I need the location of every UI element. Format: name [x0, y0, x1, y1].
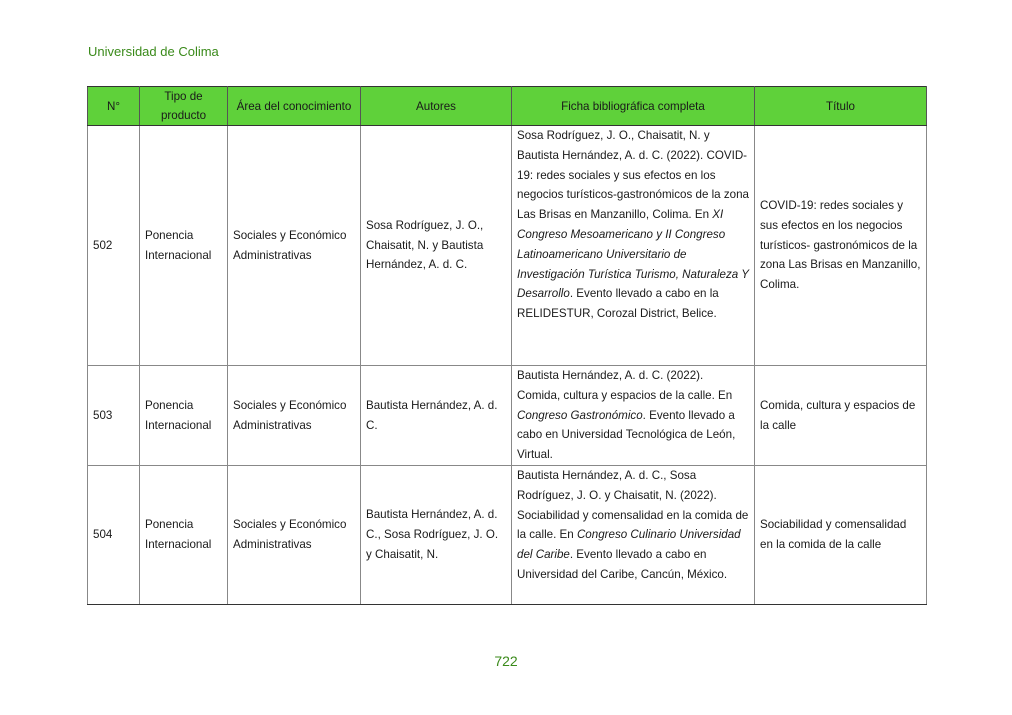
- cell-autores: Bautista Hernández, A. d. C., Sosa Rodríguez, J. O. y Chaisatit, N.: [361, 466, 512, 605]
- cell-area: Sociales y Económico Administrativas: [228, 126, 361, 366]
- cell-numero: 502: [88, 126, 140, 366]
- ficha-event-name: Congreso Culinario Universidad del Caribe: [517, 528, 741, 562]
- cell-titulo: Comida, cultura y espacios de la calle: [755, 366, 927, 466]
- cell-titulo: Sociabilidad y comensalidad en la comida de la calle: [755, 466, 927, 605]
- ficha-event-name: XI Congreso Mesoamericano y II Congreso Latinoamericano Universitario de Investigación Turística Turismo, Naturaleza Y Desarrollo: [517, 208, 749, 301]
- cell-ficha: [512, 126, 755, 366]
- cell-tipo: Ponencia Internacional: [140, 366, 228, 466]
- cell-tipo: Ponencia Internacional: [140, 126, 228, 366]
- ficha-text: Bautista Hernández, A. d. C., Sosa Rodríguez, J. O. y Chaisatit, N. (2022). Sociabilidad y comensalidad en la comida de la calle. En: [517, 469, 749, 542]
- cell-numero: 503: [88, 366, 140, 466]
- cell-autores: Sosa Rodríguez, J. O., Chaisatit, N. y Bautista Hernández, A. d. C.: [361, 126, 512, 366]
- ficha-text: . Evento llevado a cabo en Universidad Tecnológica de León, Virtual.: [517, 408, 736, 462]
- cell-area: Sociales y Económico Administrativas: [228, 466, 361, 605]
- cell-autores: Bautista Hernández, A. d. C.: [361, 366, 512, 466]
- page-number: 722: [494, 653, 518, 669]
- cell-ficha: [512, 466, 755, 605]
- cell-area: Sociales y Económico Administrativas: [228, 366, 361, 466]
- col-header-area: Área del conocimiento: [228, 87, 361, 126]
- col-header-titulo: Título: [755, 87, 927, 126]
- col-header-ficha: Ficha bibliográfica completa: [512, 87, 755, 126]
- products-table: [87, 86, 927, 605]
- cell-titulo: COVID-19: redes sociales y sus efectos en los negocios turísticos- gastronómicos de la zona Las Brisas en Manzanillo, Colima.: [755, 126, 927, 366]
- ficha-text: . Evento llevado a cabo en Universidad del Caribe, Cancún, México.: [517, 548, 728, 581]
- table-row: [88, 126, 927, 366]
- cell-tipo: Ponencia Internacional: [140, 466, 228, 605]
- table-row: [88, 366, 927, 466]
- col-header-numero: N°: [88, 87, 140, 126]
- table-header-row: [88, 87, 927, 126]
- ficha-event-name: Congreso Gastronómico: [517, 408, 643, 422]
- cell-numero: 504: [88, 466, 140, 605]
- institution-header: Universidad de Colima: [88, 44, 219, 59]
- col-header-autores: Autores: [361, 87, 512, 126]
- table-row: [88, 466, 927, 605]
- ficha-text: . Evento llevado a cabo en la RELIDESTUR, Corozal District, Belice.: [517, 287, 719, 321]
- col-header-tipo: Tipo de producto: [140, 87, 228, 126]
- cell-ficha: [512, 366, 755, 466]
- ficha-text: Sosa Rodríguez, J. O., Chaisatit, N. y Bautista Hernández, A. d. C. (2022). COVID-19: redes sociales y sus efectos en los negocios turísticos-gastronómicos de la zona Las Brisas en Manzanillo, Colima. En: [517, 129, 749, 222]
- ficha-text: Bautista Hernández, A. d. C. (2022). Comida, cultura y espacios de la calle. En: [517, 369, 733, 402]
